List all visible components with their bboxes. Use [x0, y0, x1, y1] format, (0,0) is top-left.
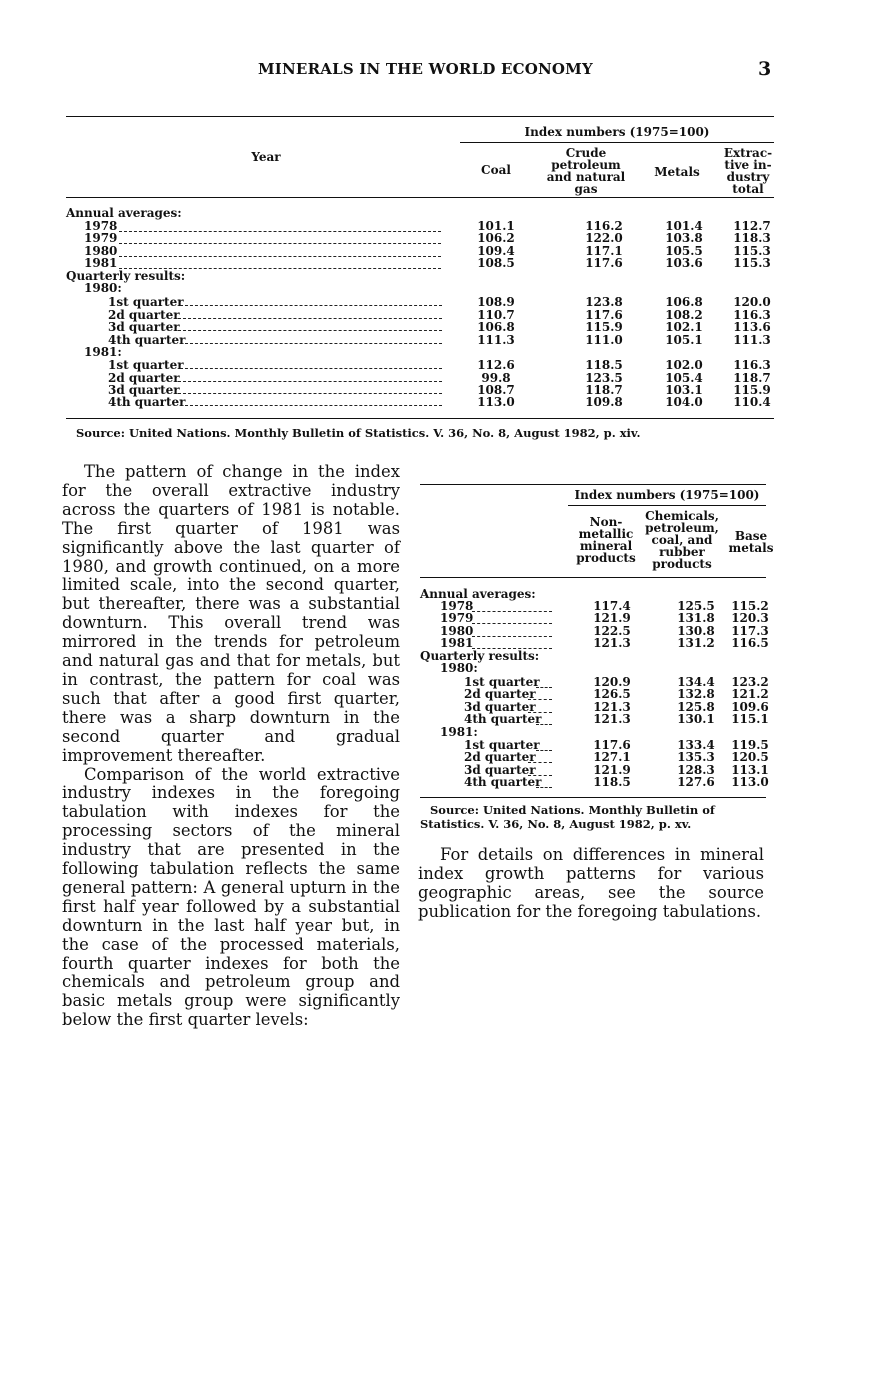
- table-cell: 113.0: [477, 395, 515, 409]
- table-2-label-1980: 1980: [440, 624, 474, 638]
- table-cell: 105.4: [665, 371, 703, 385]
- table-cell: 117.6: [593, 738, 631, 752]
- table-cell: 122.5: [593, 624, 631, 638]
- table-cell: 133.4: [677, 738, 715, 752]
- table-cell: 116.5: [731, 636, 769, 650]
- table-2-label-1979: 1979: [440, 611, 474, 625]
- table-cell: 103.6: [665, 256, 703, 270]
- table-cell: 103.8: [665, 231, 703, 245]
- table-cell: 105.5: [665, 244, 703, 258]
- table-cell: 134.4: [677, 675, 715, 689]
- table-cell: 119.5: [731, 738, 769, 752]
- table-cell: 121.9: [593, 611, 631, 625]
- table-2-group-header: Index numbers (1975=100): [574, 488, 760, 502]
- running-header: MINERALS IN THE WORLD ECONOMY: [258, 60, 593, 78]
- table-1-source: Source: United Nations. Monthly Bulletin of Statistics. V. 36, No. 8, August 1982, p. xiv.: [76, 426, 641, 440]
- table-cell: 113.0: [731, 775, 769, 789]
- table-cell: 112.7: [733, 219, 771, 233]
- table-2-label-q4: 4th quarter: [464, 775, 542, 789]
- paragraph-1: The pattern of change in the index for the overall extractive industry across the quarters of 1981 is notable. The first quarter of 1981 was significantly above the last quarter of 1980, and growth continued, on a more limited scale, into the second quarter, but thereafter, there was a substantial downturn. This overall trend was mirrored in the trends for petroleum and natural gas and that for metals, but in contrast, the pattern for coal was such that after a good first quarter, there was a sharp downturn in the second quarter and gradual improvement thereafter.: [62, 462, 400, 765]
- table-cell: 99.8: [481, 371, 511, 385]
- table-1-label-q4: 4th quarter: [108, 333, 186, 347]
- table-cell: 111.3: [477, 333, 515, 347]
- table-cell: 118.7: [585, 383, 623, 397]
- table-cell: 120.0: [733, 295, 771, 309]
- table-1-col-metals: Metals: [654, 165, 700, 179]
- table-cell: 128.3: [677, 763, 715, 777]
- table-1-label-q4: 4th quarter: [108, 395, 186, 409]
- table-cell: 110.4: [733, 395, 771, 409]
- table-cell: 121.3: [593, 636, 631, 650]
- table-1-label-q1981: 1981:: [84, 345, 122, 359]
- table-cell: 115.1: [731, 712, 769, 726]
- table-cell: 127.6: [677, 775, 715, 789]
- table-1-label-q2: 2d quarter: [108, 308, 180, 322]
- table-2-label-quarterly: Quarterly results:: [420, 649, 540, 663]
- table-cell: 115.9: [733, 383, 771, 397]
- dot-leader: [528, 712, 552, 713]
- table-cell: 104.0: [665, 395, 703, 409]
- table-cell: 108.7: [477, 383, 515, 397]
- table-cell: 106.8: [477, 320, 515, 334]
- table-2-label-annual: Annual averages:: [420, 587, 536, 601]
- table-2-group-rule: [568, 505, 766, 506]
- table-2-label-q1981: 1981:: [440, 725, 478, 739]
- page-number: 3: [758, 58, 772, 80]
- table-cell: 115.3: [733, 256, 771, 270]
- table-cell: 117.3: [731, 624, 769, 638]
- table-2-label-q1: 1st quarter: [464, 675, 540, 689]
- dot-leader: [185, 405, 442, 406]
- table-1-col-coal: Coal: [481, 163, 511, 177]
- table-cell: 117.1: [585, 244, 623, 258]
- table-1-label-q3: 3d quarter: [108, 383, 180, 397]
- table-2-label-q4: 4th quarter: [464, 712, 542, 726]
- table-cell: 135.3: [677, 750, 715, 764]
- table-cell: 125.5: [677, 599, 715, 613]
- table-1-label-1981: 1981: [84, 256, 118, 270]
- paragraph-2: Comparison of the world extractive industry indexes in the foregoing tabulation with indexes for the processing sectors of the mineral industry that are presented in the following tabulation reflects the same general pattern: A general upturn in the first half year followed by a substantial downturn in the last half year but, in the case of the processed materials, fourth quarter indexes for both the chemicals and petroleum group and basic metals group were significantly below the first quarter levels:: [62, 764, 400, 1030]
- table-cell: 113.1: [731, 763, 769, 777]
- table-1-label-q2: 2d quarter: [108, 371, 180, 385]
- table-cell: 120.3: [731, 611, 769, 625]
- table-1-header-rule: [66, 197, 774, 198]
- table-1-group-rule: [460, 142, 774, 143]
- table-cell: 121.3: [593, 700, 631, 714]
- table-cell: 121.2: [731, 687, 769, 701]
- dot-leader: [472, 648, 552, 649]
- dot-leader: [536, 750, 552, 751]
- table-2-label-q1980: 1980:: [440, 661, 478, 675]
- dot-leader: [178, 393, 442, 394]
- table-2-label-q3: 3d quarter: [464, 763, 536, 777]
- table-cell: 111.3: [733, 333, 771, 347]
- table-1-top-rule: [66, 116, 774, 117]
- dot-leader: [119, 256, 441, 257]
- table-cell: 121.9: [593, 763, 631, 777]
- table-cell: 116.2: [585, 219, 623, 233]
- table-cell: 103.1: [665, 383, 703, 397]
- table-cell: 116.3: [733, 358, 771, 372]
- table-cell: 122.0: [585, 231, 623, 245]
- table-cell: 123.2: [731, 675, 769, 689]
- table-cell: 126.5: [593, 687, 631, 701]
- table-2-bottom-rule: [420, 797, 766, 798]
- table-cell: 105.1: [665, 333, 703, 347]
- table-cell: 106.2: [477, 231, 515, 245]
- table-cell: 118.5: [593, 775, 631, 789]
- table-cell: 132.8: [677, 687, 715, 701]
- table-1-year-header: Year: [251, 150, 281, 164]
- table-cell: 115.2: [731, 599, 769, 613]
- dot-leader: [178, 330, 442, 331]
- table-cell: 109.8: [585, 395, 623, 409]
- dot-leader: [536, 787, 552, 788]
- table-1-label-quarterly: Quarterly results:: [66, 269, 186, 283]
- table-2-col-base-metals: Base metals: [728, 529, 774, 555]
- dot-leader: [528, 699, 552, 700]
- table-1-label-1978: 1978: [84, 219, 118, 233]
- table-cell: 121.3: [593, 712, 631, 726]
- dot-leader: [536, 687, 552, 688]
- table-1-label-annual: Annual averages:: [66, 206, 182, 220]
- table-cell: 117.6: [585, 308, 623, 322]
- table-1-bottom-rule: [66, 418, 774, 419]
- table-cell: 108.5: [477, 256, 515, 270]
- body-text-right: [418, 846, 764, 922]
- table-2-source: Source: United Nations. Monthly Bulletin of Statistics. V. 36, No. 8, August 1982, p. xv.: [420, 803, 715, 831]
- table-cell: 131.8: [677, 611, 715, 625]
- dot-leader: [119, 268, 441, 269]
- table-cell: 115.9: [585, 320, 623, 334]
- dot-leader: [185, 343, 442, 344]
- table-cell: 127.1: [593, 750, 631, 764]
- body-text-left: [62, 463, 400, 1030]
- dot-leader: [472, 636, 552, 637]
- table-cell: 109.6: [731, 700, 769, 714]
- dot-leader: [178, 318, 442, 319]
- table-2-top-rule: [420, 484, 766, 485]
- table-cell: 118.7: [733, 371, 771, 385]
- table-1-col-total: Extrac- tive in- dustry total: [723, 146, 773, 196]
- table-cell: 106.8: [665, 295, 703, 309]
- table-cell: 116.3: [733, 308, 771, 322]
- table-2-label-q2: 2d quarter: [464, 687, 536, 701]
- dot-leader: [472, 611, 552, 612]
- table-cell: 118.5: [585, 358, 623, 372]
- table-cell: 131.2: [677, 636, 715, 650]
- table-1-label-q1: 1st quarter: [108, 295, 184, 309]
- table-1-label-q3: 3d quarter: [108, 320, 180, 334]
- table-1-label-1979: 1979: [84, 231, 118, 245]
- table-cell: 109.4: [477, 244, 515, 258]
- dot-leader: [472, 623, 552, 624]
- table-cell: 101.1: [477, 219, 515, 233]
- table-1-label-1980: 1980: [84, 244, 118, 258]
- table-1-col-crude: Crude petroleum and natural gas: [546, 146, 626, 196]
- table-cell: 102.0: [665, 358, 703, 372]
- dot-leader: [528, 775, 552, 776]
- table-cell: 101.4: [665, 219, 703, 233]
- table-cell: 112.6: [477, 358, 515, 372]
- table-2-label-q1: 1st quarter: [464, 738, 540, 752]
- table-cell: 115.3: [733, 244, 771, 258]
- table-cell: 108.9: [477, 295, 515, 309]
- dot-leader: [180, 305, 442, 306]
- table-cell: 117.4: [593, 599, 631, 613]
- table-cell: 125.8: [677, 700, 715, 714]
- table-cell: 118.3: [733, 231, 771, 245]
- table-1-label-q1980: 1980:: [84, 281, 122, 295]
- table-cell: 110.7: [477, 308, 515, 322]
- table-cell: 113.6: [733, 320, 771, 334]
- table-cell: 130.1: [677, 712, 715, 726]
- dot-leader: [536, 724, 552, 725]
- table-2-label-q2: 2d quarter: [464, 750, 536, 764]
- table-cell: 130.8: [677, 624, 715, 638]
- table-cell: 108.2: [665, 308, 703, 322]
- table-cell: 123.8: [585, 295, 623, 309]
- table-2-col-nonmetallic: Non- metallic mineral products: [576, 515, 636, 565]
- table-2-col-chemicals: Chemicals, petroleum, coal, and rubber products: [645, 509, 719, 571]
- table-2-label-q3: 3d quarter: [464, 700, 536, 714]
- table-cell: 123.5: [585, 371, 623, 385]
- dot-leader: [178, 381, 442, 382]
- table-1-label-q1: 1st quarter: [108, 358, 184, 372]
- table-1-group-header: Index numbers (1975=100): [524, 125, 710, 139]
- dot-leader: [528, 762, 552, 763]
- table-2-label-1981: 1981: [440, 636, 474, 650]
- table-cell: 111.0: [585, 333, 623, 347]
- paragraph-3: For details on differences in mineral index growth patterns for various geographic areas, see the source publication for the foregoing tabulations.: [418, 845, 764, 921]
- table-cell: 120.5: [731, 750, 769, 764]
- table-2-header-rule: [420, 577, 766, 578]
- table-cell: 120.9: [593, 675, 631, 689]
- table-2-label-1978: 1978: [440, 599, 474, 613]
- dot-leader: [119, 243, 441, 244]
- table-cell: 117.6: [585, 256, 623, 270]
- dot-leader: [119, 231, 441, 232]
- dot-leader: [180, 368, 442, 369]
- table-cell: 102.1: [665, 320, 703, 334]
